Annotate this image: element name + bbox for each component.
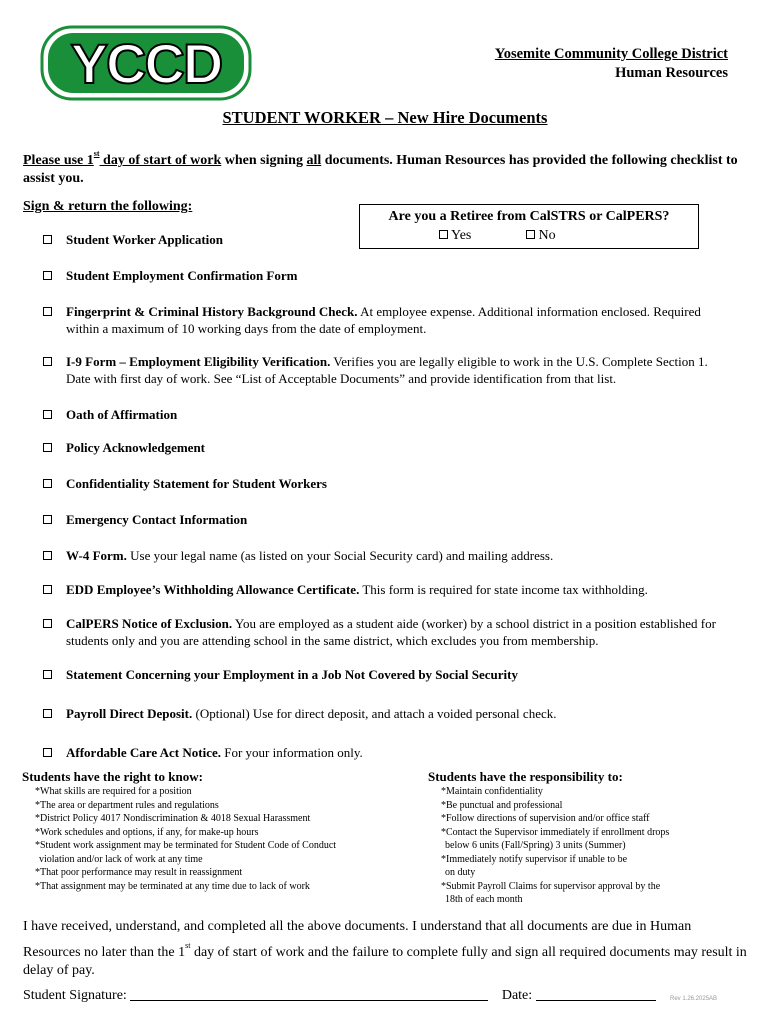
org-name: Yosemite Community College District bbox=[494, 46, 728, 62]
item-title: Fingerprint & Criminal History Background Check. bbox=[66, 304, 358, 319]
date-label: Date: bbox=[501, 988, 533, 1003]
checklist-item[interactable] bbox=[43, 439, 733, 456]
item-checkbox[interactable] bbox=[43, 515, 52, 524]
rights-list bbox=[35, 785, 395, 893]
item-title: Student Worker Application bbox=[66, 232, 223, 247]
date-field[interactable] bbox=[536, 1000, 656, 1001]
checklist-item[interactable]: Affordable Care Act Notice. For your information only. bbox=[43, 744, 733, 761]
item-checkbox[interactable] bbox=[43, 410, 52, 419]
list-item: *Follow directions of supervision and/or office staff bbox=[441, 813, 650, 824]
item-checkbox[interactable] bbox=[43, 307, 52, 316]
checklist-item[interactable]: EDD Employee’s Withholding Allowance Certificate. This form is required for state income tax withholding. bbox=[43, 581, 733, 598]
checklist-item[interactable]: Fingerprint & Criminal History Background Check. At employee expense. Additional information enclosed. Required within a maximum of 10 working days from the date of employment. bbox=[43, 303, 733, 337]
list-item: *Submit Payroll Claims for supervisor approval by the bbox=[441, 880, 661, 892]
item-checkbox[interactable] bbox=[43, 709, 52, 718]
checklist-item[interactable] bbox=[43, 475, 733, 492]
signature-label: Student Signature: bbox=[23, 988, 127, 1003]
item-title: CalPERS Notice of Exclusion. bbox=[66, 616, 233, 631]
list-item: *Be punctual and professional bbox=[441, 799, 563, 811]
acknowledgement-paragraph bbox=[23, 918, 751, 981]
list-item: *Work schedules and options, if any, for make-up hours bbox=[35, 826, 259, 838]
retiree-no-option[interactable] bbox=[526, 228, 556, 244]
item-title: Emergency Contact Information bbox=[66, 512, 248, 527]
retiree-yes-option[interactable] bbox=[439, 228, 471, 244]
checklist-item[interactable] bbox=[43, 666, 733, 683]
checklist-item[interactable]: CalPERS Notice of Exclusion. You are employed as a student aide (worker) by a school district in a position established for students only and you are attending school in the same district, which excludes you from membership. bbox=[43, 615, 733, 649]
item-title: I-9 Form – Employment Eligibility Verification. bbox=[66, 354, 331, 369]
checklist-item[interactable]: I-9 Form – Employment Eligibility Verification. Verifies you are legally eligible to work in the U.S. Complete Section 1. Date with first day of work. See “List of Acceptable Documents” and provide identification from that list. bbox=[43, 353, 733, 387]
organization-block bbox=[495, 45, 728, 83]
intro-part4: all bbox=[306, 153, 322, 168]
list-item: *Maintain confidentiality bbox=[441, 786, 543, 797]
intro-part3: when signing bbox=[221, 153, 307, 168]
department-name: Human Resources bbox=[615, 65, 728, 81]
item-title: EDD Employee’s Withholding Allowance Certificate. bbox=[66, 582, 360, 597]
list-item: 18th of each month bbox=[445, 894, 523, 905]
intro-part5: documents. Human Resources has provided the following checklist to assist you. bbox=[23, 153, 738, 186]
item-checkbox[interactable] bbox=[43, 748, 52, 757]
item-checkbox[interactable] bbox=[43, 271, 52, 280]
list-item: on duty bbox=[445, 867, 476, 878]
yes-checkbox[interactable] bbox=[439, 230, 448, 239]
list-item: *That assignment may be terminated at any time due to lack of work bbox=[35, 880, 310, 892]
intro-part2: day of start of work bbox=[99, 153, 222, 168]
checklist-item[interactable]: W-4 Form. Use your legal name (as listed on your Social Security card) and mailing address. bbox=[43, 547, 733, 564]
item-title: Policy Acknowledgement bbox=[66, 440, 206, 455]
item-checkbox[interactable] bbox=[43, 585, 52, 594]
item-checkbox[interactable] bbox=[43, 551, 52, 560]
list-item: *Student work assignment may be terminated for Student Code of Conduct bbox=[35, 840, 337, 851]
retiree-question-box bbox=[359, 204, 699, 249]
page-title: STUDENT WORKER – New Hire Documents bbox=[222, 108, 548, 127]
yes-label: Yes bbox=[450, 228, 472, 243]
item-title: Payroll Direct Deposit. bbox=[66, 706, 193, 721]
retiree-question: Are you a Retiree from CalSTRS or CalPERS? bbox=[388, 209, 670, 224]
responsibilities-heading: Students have the responsibility to: bbox=[428, 769, 623, 784]
list-item: *Immediately notify supervisor if unable to be bbox=[441, 853, 628, 865]
checklist-item[interactable]: Payroll Direct Deposit. (Optional) Use for direct deposit, and attach a voided personal check. bbox=[43, 705, 733, 722]
checklist-item[interactable] bbox=[43, 511, 733, 528]
list-item: *District Policy 4017 Nondiscrimination & 4018 Sexual Harassment bbox=[35, 813, 311, 824]
ack-part1: I have received, understand, and completed all the above documents. I understand that all documents are due in Human Resources no later than the 1 bbox=[23, 919, 692, 960]
list-item: violation and/or lack of work at any time bbox=[39, 853, 203, 865]
checklist-item[interactable] bbox=[43, 231, 343, 248]
no-label: No bbox=[538, 228, 556, 243]
item-checkbox[interactable] bbox=[43, 670, 52, 679]
item-title: Confidentiality Statement for Student Workers bbox=[66, 476, 327, 491]
ack-sup: st bbox=[185, 940, 191, 950]
ycc-logo bbox=[40, 25, 252, 101]
checklist-item[interactable] bbox=[43, 267, 733, 284]
sign-return-heading: Sign & return the following: bbox=[23, 199, 193, 214]
list-item: *The area or department rules and regulations bbox=[35, 799, 219, 811]
item-checkbox[interactable] bbox=[43, 443, 52, 452]
list-item: *What skills are required for a position bbox=[35, 786, 192, 797]
ack-part2: day of start of work and the failure to complete fully and sign all required documents may result in delay of pay. bbox=[23, 944, 747, 978]
intro-paragraph bbox=[23, 145, 743, 188]
checklist-item[interactable] bbox=[43, 406, 733, 423]
item-checkbox[interactable] bbox=[43, 619, 52, 628]
item-title: Student Employment Confirmation Form bbox=[66, 268, 298, 283]
item-title: Statement Concerning your Employment in a Job Not Covered by Social Security bbox=[66, 667, 518, 682]
rights-heading: Students have the right to know: bbox=[22, 769, 203, 784]
responsibilities-list bbox=[441, 785, 741, 907]
list-item: below 6 units (Fall/Spring) 3 units (Summer) bbox=[445, 840, 626, 851]
item-title: Affordable Care Act Notice. bbox=[66, 745, 221, 760]
item-title: W-4 Form. bbox=[66, 548, 127, 563]
signature-field[interactable] bbox=[130, 1000, 488, 1001]
intro-part1: Please use 1 bbox=[23, 153, 94, 168]
revision-note: Rev 1.26.2025AB bbox=[670, 996, 718, 1002]
list-item: *Contact the Supervisor immediately if enrollment drops bbox=[441, 826, 670, 838]
no-checkbox[interactable] bbox=[526, 230, 535, 239]
item-checkbox[interactable] bbox=[43, 235, 52, 244]
intro-sup: st bbox=[93, 149, 100, 158]
item-checkbox[interactable] bbox=[43, 357, 52, 366]
item-checkbox[interactable] bbox=[43, 479, 52, 488]
logo-text: YCCD bbox=[70, 32, 222, 95]
list-item: *That poor performance may result in reassignment bbox=[35, 867, 243, 878]
item-title: Oath of Affirmation bbox=[66, 407, 178, 422]
signature-row bbox=[23, 988, 656, 1004]
